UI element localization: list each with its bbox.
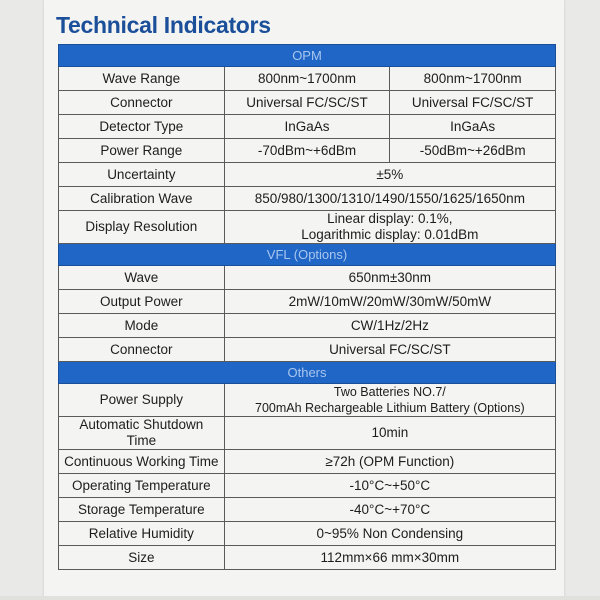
table-row <box>59 384 556 417</box>
table-row <box>59 266 556 290</box>
cell-value: -50dBm~+26dBm <box>390 139 556 163</box>
cell-value: InGaAs <box>390 115 556 139</box>
table-row <box>59 522 556 546</box>
row-label: Wave <box>59 266 225 290</box>
row-label: Continuous Working Time <box>59 450 225 474</box>
cell-value: ±5% <box>224 163 555 187</box>
row-label: Connector <box>59 91 225 115</box>
spec-table <box>58 44 556 570</box>
cell-value: -40°C~+70°C <box>224 498 555 522</box>
cell-value: 800nm~1700nm <box>224 67 390 91</box>
section-header-vfl <box>59 244 556 266</box>
table-row <box>59 417 556 450</box>
table-row <box>59 474 556 498</box>
cell-value: -10°C~+50°C <box>224 474 555 498</box>
page-edge <box>0 596 600 600</box>
row-label: Storage Temperature <box>59 498 225 522</box>
table-row <box>59 67 556 91</box>
cell-line: Logarithmic display: 0.01dBm <box>301 227 479 242</box>
section-title: OPM <box>59 45 556 67</box>
row-label: Connector <box>59 338 225 362</box>
table-row <box>59 546 556 570</box>
cell-value: CW/1Hz/2Hz <box>224 314 555 338</box>
cell-value: InGaAs <box>224 115 390 139</box>
cell-value: ≥72h (OPM Function) <box>224 450 555 474</box>
row-label: Relative Humidity <box>59 522 225 546</box>
row-label: Mode <box>59 314 225 338</box>
row-label: Power Range <box>59 139 225 163</box>
table-row <box>59 163 556 187</box>
table-row <box>59 498 556 522</box>
cell-line: 700mAh Rechargeable Lithium Battery (Options) <box>255 401 525 415</box>
cell-value: 850/980/1300/1310/1490/1550/1625/1650nm <box>224 187 555 211</box>
row-label: Automatic Shutdown Time <box>59 417 225 450</box>
cell-value: Universal FC/SC/ST <box>224 338 555 362</box>
table-row <box>59 338 556 362</box>
table-row <box>59 290 556 314</box>
row-label: Display Resolution <box>59 211 225 244</box>
section-title: VFL (Options) <box>59 244 556 266</box>
cell-value: 0~95% Non Condensing <box>224 522 555 546</box>
cell-value: 2mW/10mW/20mW/30mW/50mW <box>224 290 555 314</box>
section-title: Others <box>59 362 556 384</box>
row-label: Size <box>59 546 225 570</box>
row-label: Power Supply <box>59 384 225 417</box>
cell-value: Universal FC/SC/ST <box>224 91 390 115</box>
cell-value-multiline <box>224 211 555 244</box>
section-header-others <box>59 362 556 384</box>
cell-value: Universal FC/SC/ST <box>390 91 556 115</box>
table-row <box>59 91 556 115</box>
cell-value-multiline <box>224 384 555 417</box>
table-row <box>59 187 556 211</box>
cell-value: 10min <box>224 417 555 450</box>
cell-line: Two Batteries NO.7/ <box>333 385 446 399</box>
spec-sheet <box>44 0 564 600</box>
page-title: Technical Indicators <box>56 12 271 38</box>
table-row <box>59 450 556 474</box>
table-row <box>59 115 556 139</box>
cell-value: 800nm~1700nm <box>390 67 556 91</box>
section-header-opm <box>59 45 556 67</box>
cell-line: Linear display: 0.1%, <box>327 211 453 226</box>
row-label: Uncertainty <box>59 163 225 187</box>
cell-value: -70dBm~+6dBm <box>224 139 390 163</box>
row-label: Wave Range <box>59 67 225 91</box>
table-row <box>59 211 556 244</box>
row-label: Operating Temperature <box>59 474 225 498</box>
row-label: Detector Type <box>59 115 225 139</box>
cell-value: 112mm×66 mm×30mm <box>224 546 555 570</box>
table-row <box>59 139 556 163</box>
row-label: Calibration Wave <box>59 187 225 211</box>
cell-value: 650nm±30nm <box>224 266 555 290</box>
row-label: Output Power <box>59 290 225 314</box>
table-row <box>59 314 556 338</box>
